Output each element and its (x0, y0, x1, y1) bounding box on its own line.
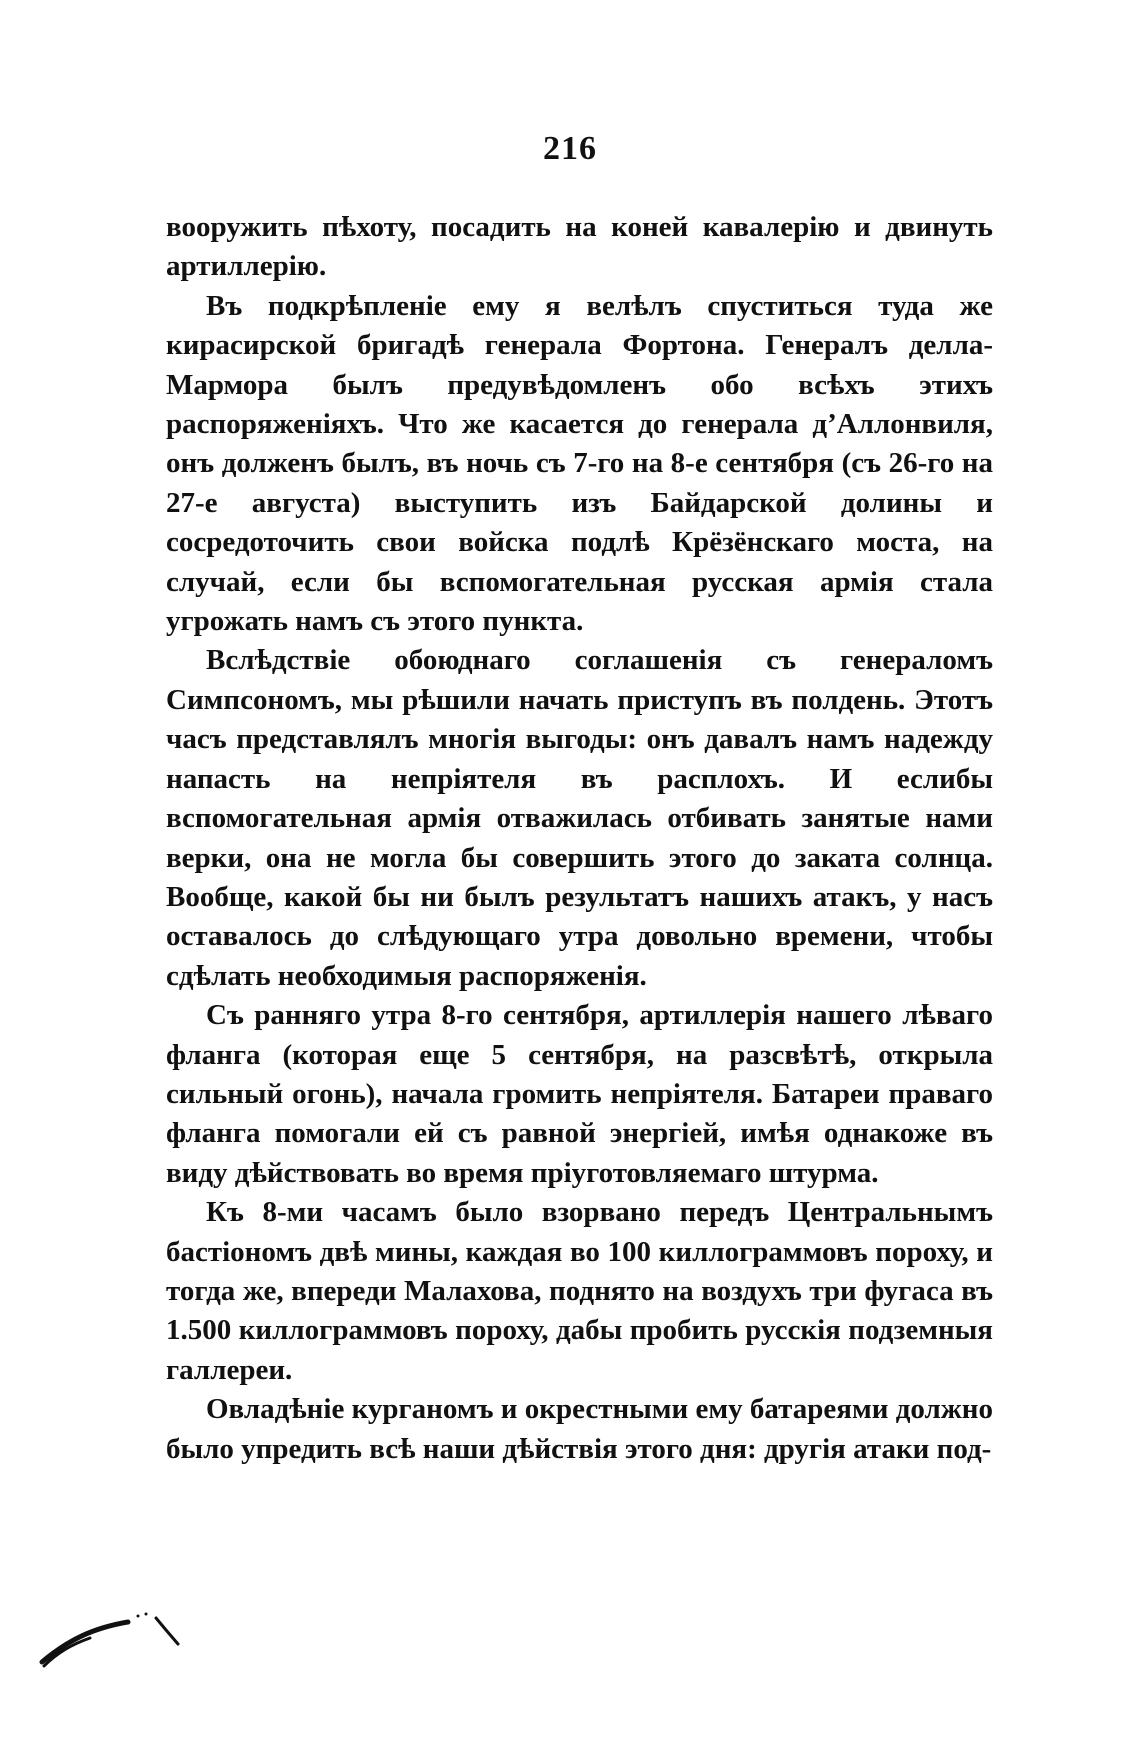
paragraph-5: Къ 8-ми часамъ было взорвано передъ Центральнымъ бастіономъ двѣ мины, каждая во 100 киллограммовъ пороху, и тогда же, впереди Малахова, поднято на воздухъ три фугаса въ 1.500 киллограммовъ пороху, дабы пробить русскія подземныя галлереи. (166, 1196, 993, 1386)
paragraph-3: Вслѣдствіе обоюднаго соглашенія съ генераломъ Симпсономъ, мы рѣшили начать приступъ въ полдень. Этотъ часъ представлялъ многія выгоды: онъ давалъ намъ надежду напасть на непріятеля въ расплохъ. И еслибы вспомогательная армія отважилась отбивать занятые нами верки, она не могла бы совершить этого до заката солнца. Вообще, какой бы ни былъ результатъ нашихъ атакъ, у насъ оставалось до слѣдующаго утра довольно времени, чтобы сдѣлать необходимыя распоряженія. (166, 644, 993, 992)
paragraph-4: Съ ранняго утра 8-го сентября, артиллерія нашего лѣваго фланга (которая еще 5 сентября, на разсвѣтѣ, открыла сильный огонь), начала громить непріятеля. Батареи праваго фланга помогали ей съ равной энергіей, имѣя однакоже въ виду дѣйствовать во время пріуготовляемаго штурма. (166, 999, 993, 1189)
page-number: 216 (543, 130, 597, 167)
paragraph-1: вооружить пѣхоту, посадить на коней кавалерію и двинуть артиллерію. (166, 211, 993, 283)
body-text (166, 208, 993, 1469)
paragraph-2: Въ подкрѣпленіе ему я велѣлъ спуститься туда же кирасирской бригадѣ генерала Фортона. Генералъ делла-Мармора былъ предувѣдомленъ обо всѣхъ этихъ распоряженіяхъ. Что же касается до генерала д’Аллонвиля, онъ долженъ былъ, въ ночь съ 7-го на 8-е сентября (съ 26-го на 27-е августа) выступить изъ Байдарской долины и сосредоточить свои войска подлѣ Крёзёнскаго моста, на случай, если бы вспомогательная русская армія стала угрожать намъ съ этого пункта. (166, 289, 993, 638)
paragraph-6: Овладѣніе курганомъ и окрестными ему батареями должно было упредить всѣ наши дѣйствія этого дня: другія атаки под- (166, 1393, 993, 1465)
pen-stroke-mark (38, 1600, 188, 1670)
